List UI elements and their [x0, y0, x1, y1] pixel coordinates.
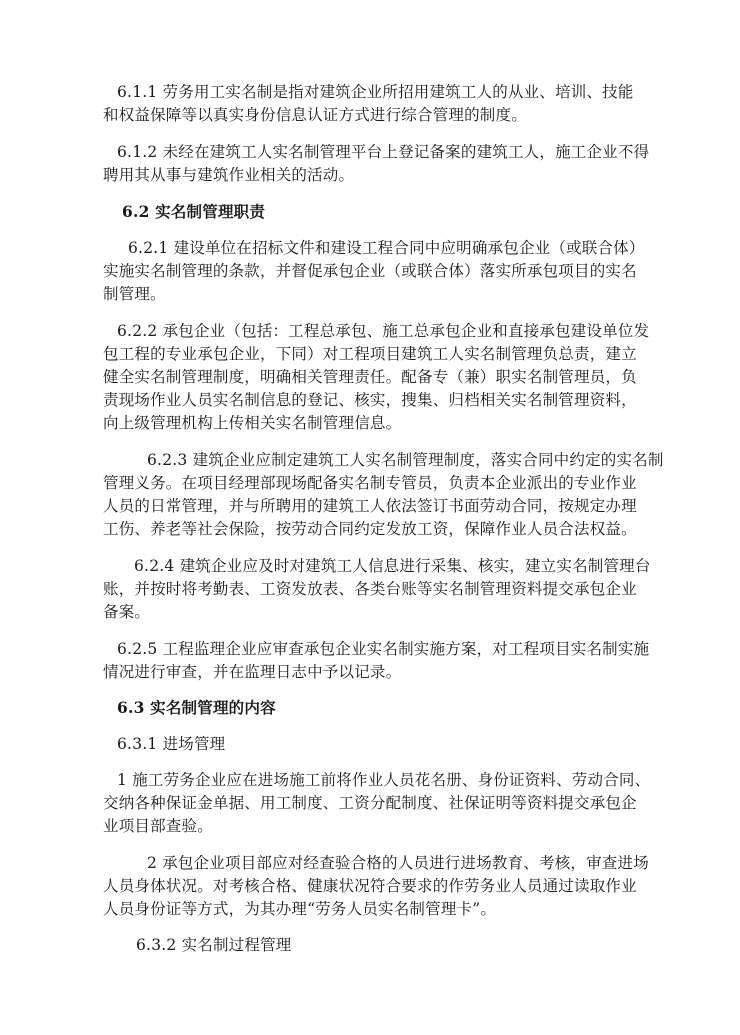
- text-line: 1 施工劳务企业应在进场施工前将作业人员花名册、身份证资料、劳动合同、: [117, 771, 651, 789]
- text-line: 健全实名制管理制度，明确相关管理责任。配备专（兼）职实名制管理员，负: [103, 368, 637, 386]
- text-line: 6.1.2 未经在建筑工人实名制管理平台上登记备案的建筑工人，施工企业不得: [117, 143, 650, 161]
- text-line: 账，并按时将考勤表、工资发放表、各类台账等实名制管理资料提交承包企业: [103, 580, 637, 598]
- heading-text: 6.3 实名制管理的内容: [117, 698, 276, 717]
- text-line: 交纳各种保证金单据、用工制度、工资分配制度、社保证明等资料提交承包企: [103, 794, 637, 812]
- text-line: 2 承包企业项目部应对经查验合格的人员进行进场教育、考核，审查进场: [147, 854, 649, 872]
- text-line: 6.2.5 工程监理企业应审查承包企业实名制实施方案，对工程项目实名制实施: [117, 640, 650, 658]
- text-line: 6.1.1 劳务用工实名制是指对建筑企业所招用建筑工人的从业、培训、技能: [117, 83, 634, 101]
- text-line: 人员身份证等方式，为其办理“劳务人员实名制管理卡”。: [103, 900, 497, 918]
- text-line: 6.2.4 建筑企业应及时对建筑工人信息进行采集、核实，建立实名制管理台: [134, 557, 651, 575]
- text-line: 备案。: [103, 603, 151, 621]
- text-line: 责现场作业人员实名制信息的登记、核实，搜集、归档相关实名制管理资料，: [103, 391, 637, 409]
- text-line: 向上级管理机构上传相关实名制管理信息。: [103, 414, 402, 432]
- text-line: 实施实名制管理的条款，并督促承包企业（或联合体）落实所承包项目的实名: [103, 262, 637, 280]
- text-line: 包工程的专业承包企业，下同）对工程项目建筑工人实名制管理负总责，建立: [103, 345, 637, 363]
- text-line: 6.2.1 建设单位在招标文件和建设工程合同中应明确承包企业（或联合体）: [128, 239, 645, 257]
- text-line: 人员的日常管理，并与所聘用的建筑工人依法签订书面劳动合同，按规定办理: [103, 497, 637, 515]
- text-line: 聘用其从事与建筑作业相关的活动。: [103, 166, 355, 184]
- text-line: 和权益保障等以真实身份信息认证方式进行综合管理的制度。: [103, 106, 527, 124]
- text-line: 人员身体状况。对考核合格、健康状况符合要求的作劳务业人员通过读取作业: [103, 877, 637, 895]
- text-line: 6.3.2 实名制过程管理: [136, 936, 292, 954]
- text-line: 6.2.3 建筑企业应制定建筑工人实名制管理制度，落实合同中约定的实名制: [147, 451, 664, 469]
- text-line: 6.2.2 承包企业（包括：工程总承包、施工总承包企业和直接承包建设单位发: [117, 322, 650, 340]
- text-line: 工伤、养老等社会保险，按劳动合同约定发放工资，保障作业人员合法权益。: [103, 520, 637, 538]
- heading-text: 6.2 实名制管理职责: [122, 202, 266, 221]
- text-line: 制管理。: [103, 285, 166, 303]
- text-line: 6.3.1 进场管理: [117, 735, 226, 753]
- text-line: 情况进行审查，并在监理日志中予以记录。: [103, 663, 402, 681]
- text-line: 业项目部查验。: [103, 817, 213, 835]
- text-line: 管理义务。在项目经理部现场配备实名制专管员，负责本企业派出的专业作业: [103, 474, 637, 492]
